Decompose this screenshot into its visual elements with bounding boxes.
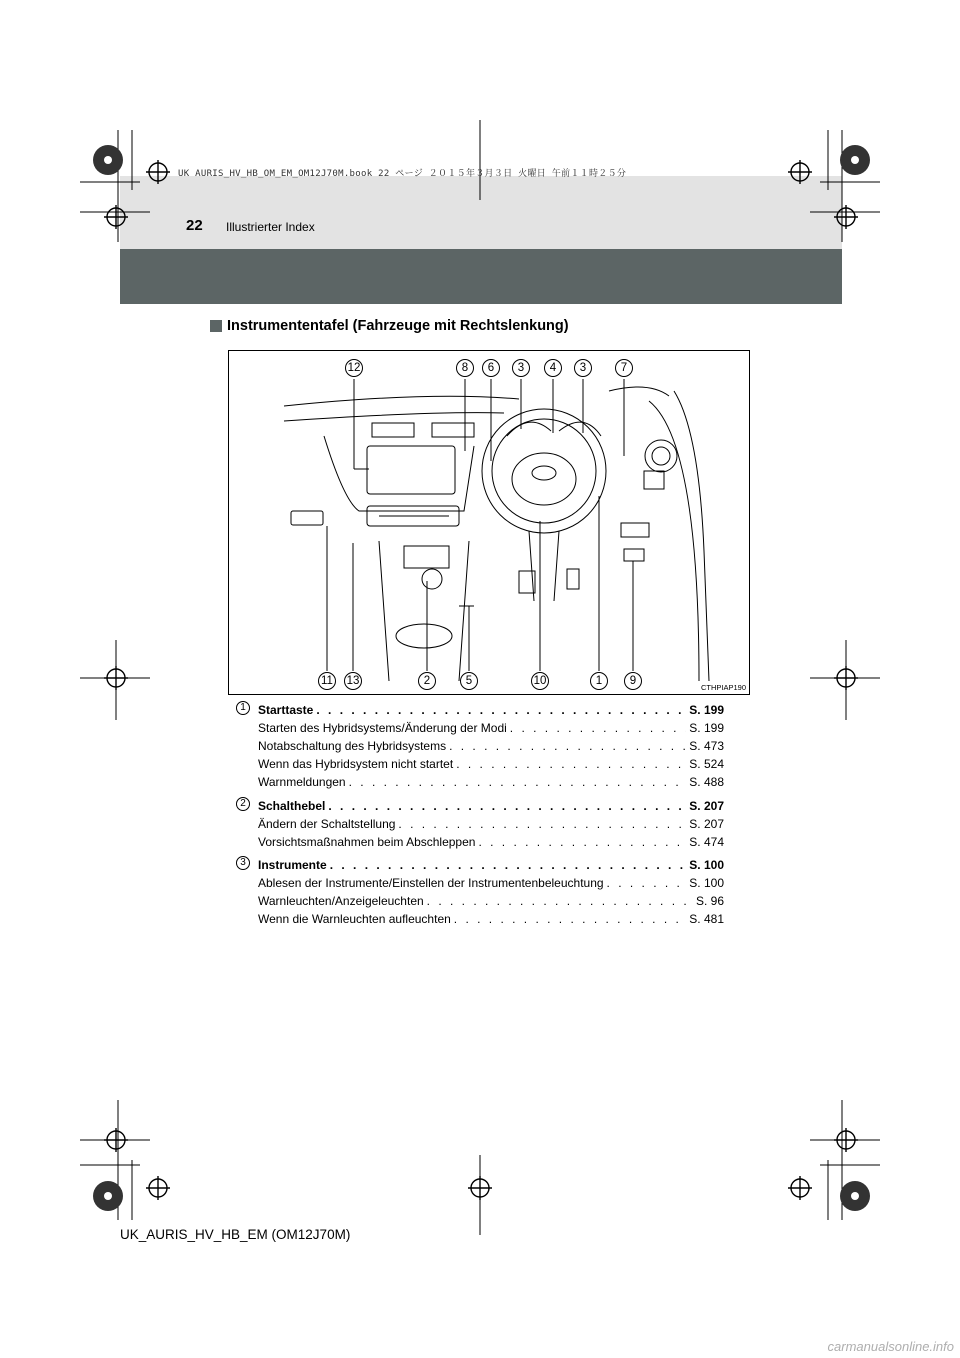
entry-line: Vorsichtsmaßnahmen beim Abschleppen . . . S. 474: [258, 831, 724, 849]
dashboard-drawing: [229, 351, 751, 696]
entry-number: 3: [236, 856, 250, 870]
callout-bottom-4: 5: [460, 672, 478, 690]
section-square-icon: [210, 320, 222, 332]
entry-line: Ablesen der Instrumente/Einstellen der Instrumentenbeleuchtung . . . S. 100: [258, 872, 724, 890]
entry-number: 2: [236, 797, 250, 811]
callout-top-3: 6: [482, 359, 500, 377]
callout-top-6: 3: [574, 359, 592, 377]
section-title-text: Instrumententafel (Fahrzeuge mit Rechtslenkung): [227, 318, 569, 334]
book-stamp: UK AURIS_HV_HB_OM_EM_OM12J70M.book 22 ページ ２０１５年３月３日 火曜日 午前１１時２５分: [178, 169, 627, 179]
entry-line: Notabschaltung des Hybridsystems . . . S. 473: [258, 735, 724, 753]
section-title: [210, 318, 569, 334]
entry-line: Warnmeldungen . . . S. 488: [258, 771, 724, 789]
callout-top-1: 12: [345, 359, 363, 377]
entry-line: Ändern der Schaltstellung . . . S. 207: [258, 813, 724, 831]
callout-top-2: 8: [456, 359, 474, 377]
entry-line: Starten des Hybridsystems/Änderung der Modi . . . S. 199: [258, 717, 724, 735]
entry-line: Wenn die Warnleuchten aufleuchten . . . S. 481: [258, 908, 724, 926]
callout-bottom-7: 9: [624, 672, 642, 690]
running-title: Illustrierter Index: [226, 220, 315, 234]
callout-top-4: 3: [512, 359, 530, 377]
callout-top-7: 7: [615, 359, 633, 377]
callout-bottom-2: 13: [344, 672, 362, 690]
entry-line: Wenn das Hybridsystem nicht startet . . . S. 524: [258, 753, 724, 771]
callout-bottom-6: 1: [590, 672, 608, 690]
page-number: 22: [186, 217, 203, 234]
callout-bottom-1: 11: [318, 672, 336, 690]
watermark: carmanualsonline.info: [827, 1339, 954, 1354]
footer-code: UK_AURIS_HV_HB_EM (OM12J70M): [120, 1227, 351, 1242]
callout-bottom-3: 2: [418, 672, 436, 690]
entry-line: Instrumente . . . S. 100: [258, 854, 724, 872]
entry-line: Warnleuchten/Anzeigeleuchten . . . S. 96: [258, 890, 724, 908]
figure-code: CTHPIAP190: [700, 683, 746, 692]
callout-bottom-5: 10: [531, 672, 549, 690]
entry-line: Starttaste . . . S. 199: [258, 699, 724, 717]
callout-top-5: 4: [544, 359, 562, 377]
dashboard-illustration: [228, 350, 750, 695]
entry-line: Schalthebel . . . S. 207: [258, 795, 724, 813]
entry-number: 1: [236, 701, 250, 715]
